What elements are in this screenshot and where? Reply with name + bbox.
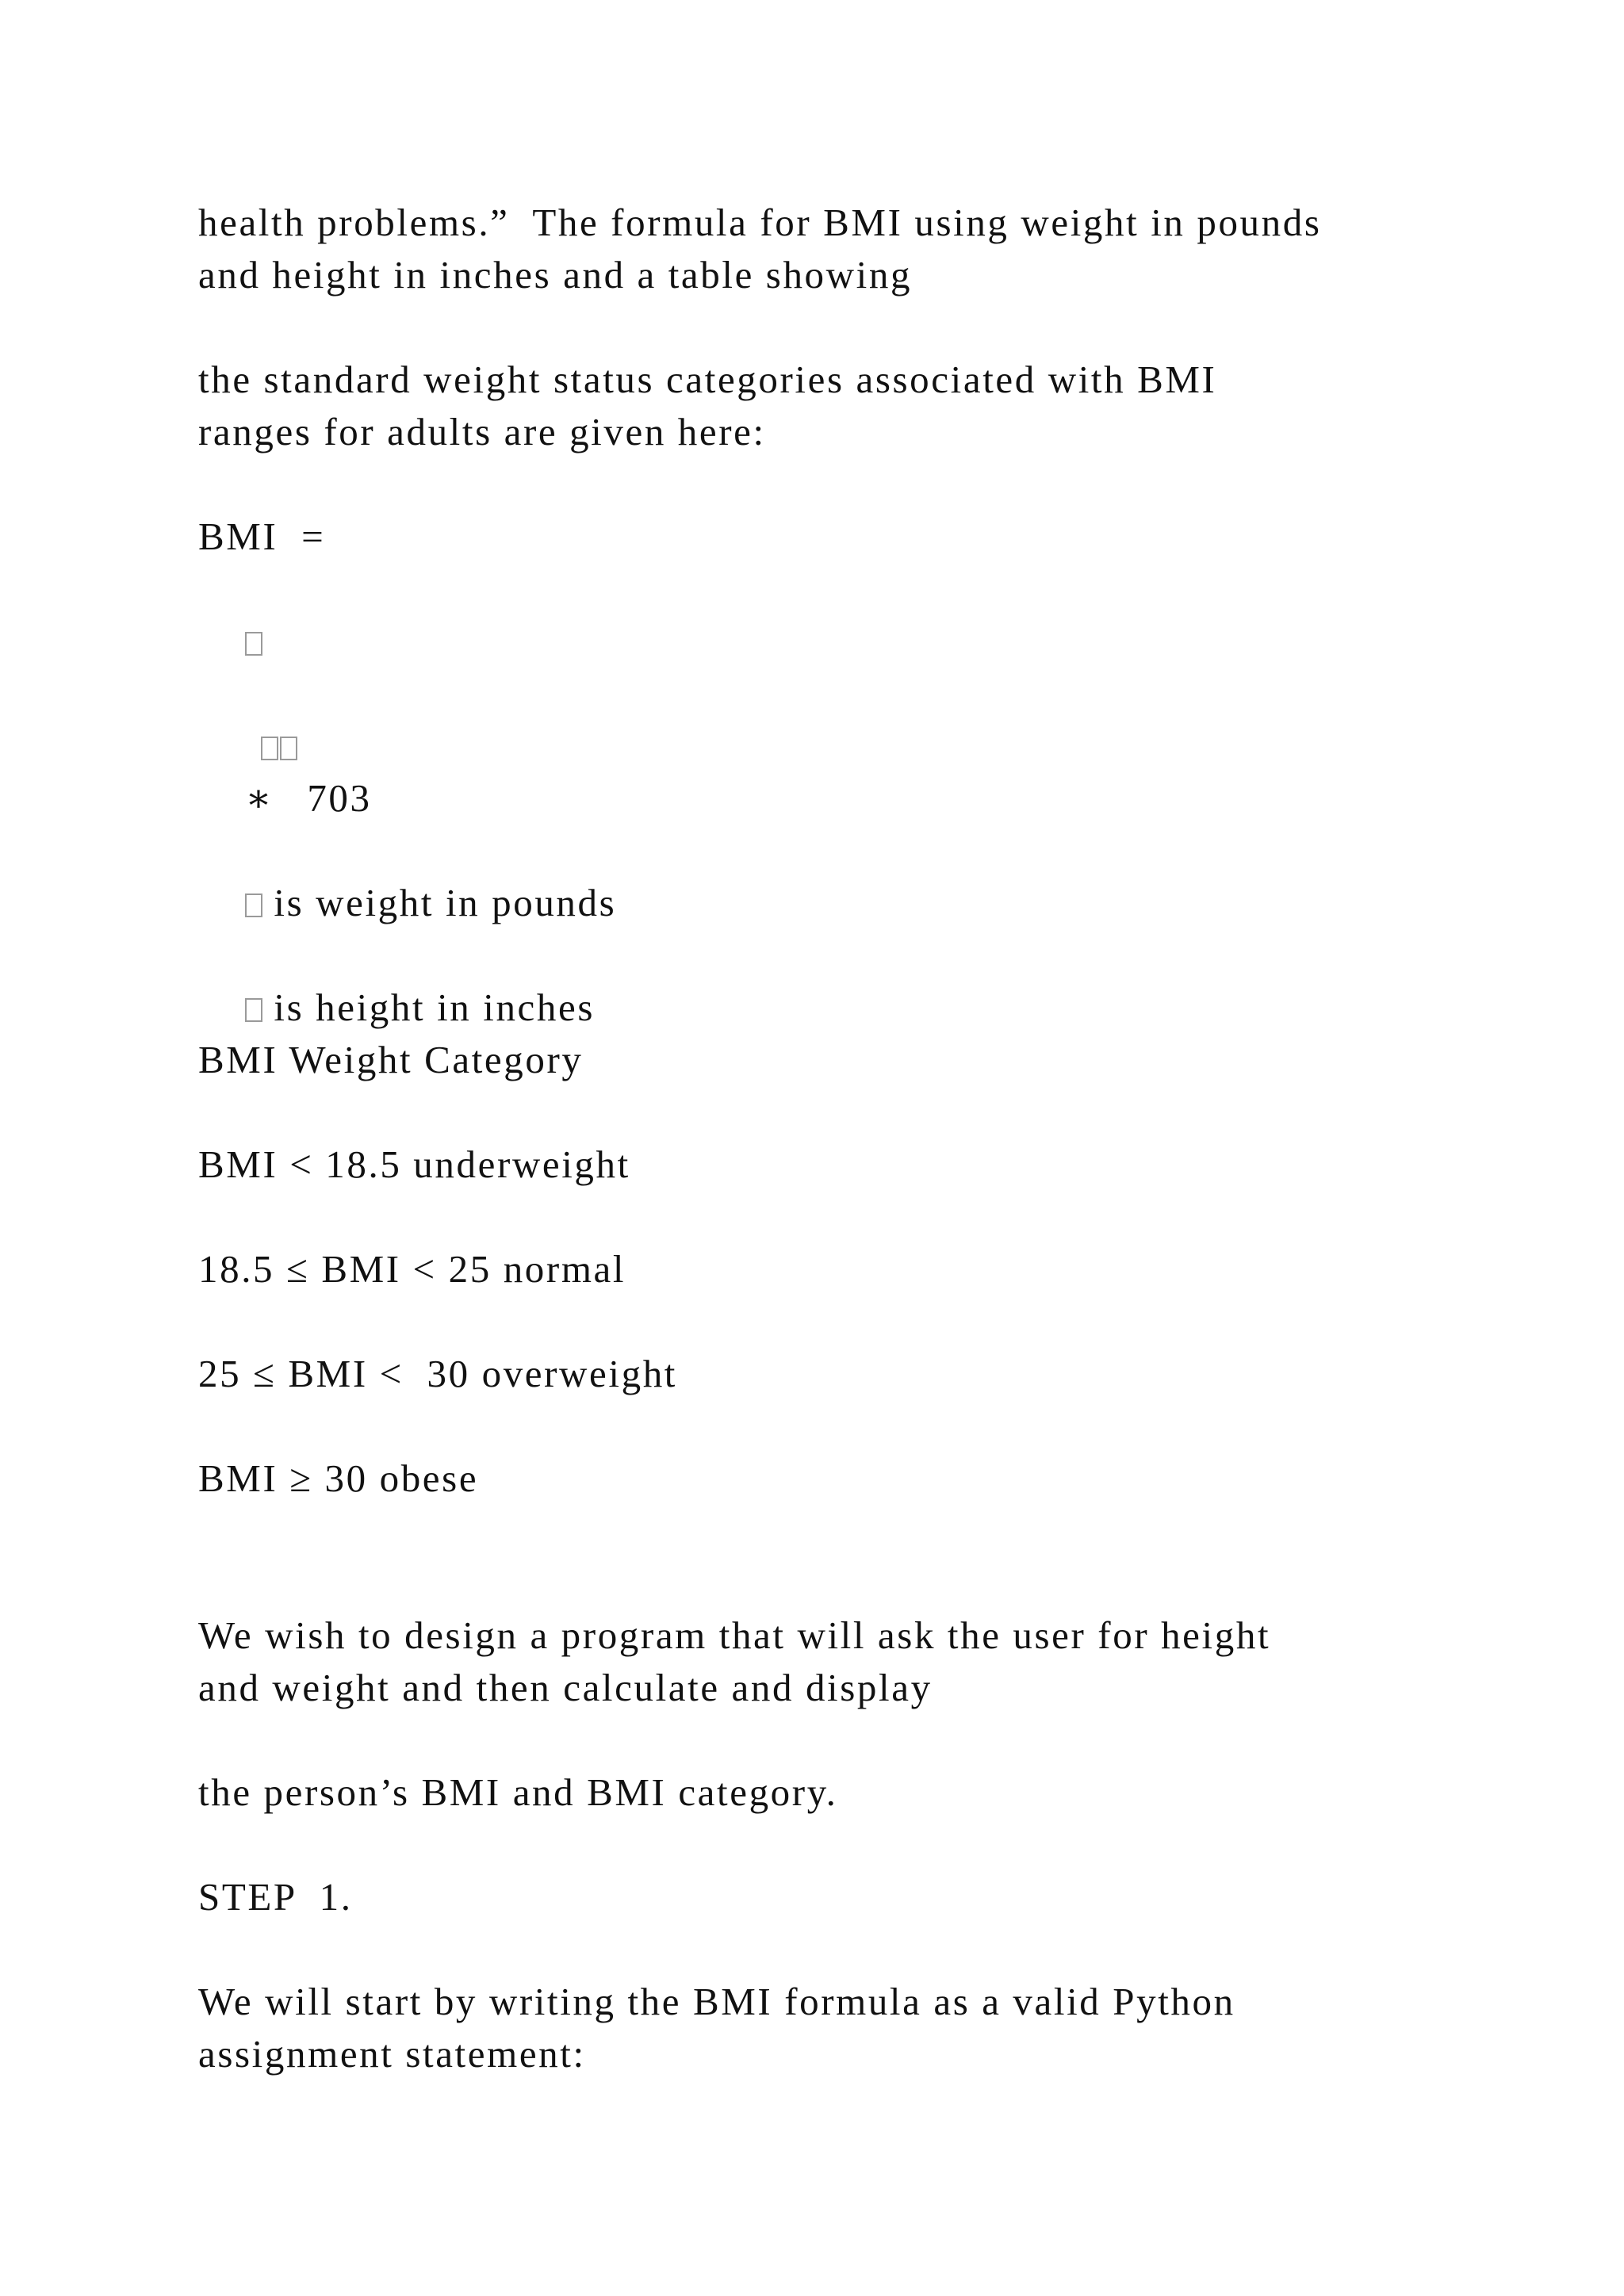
paragraph-line: the person’s BMI and BMI category. xyxy=(198,1770,838,1814)
paragraph-line: We wish to design a program that will ask the user for height xyxy=(198,1613,1271,1657)
variable-weight-text: is weight in pounds xyxy=(274,881,617,924)
paragraph-line: the standard weight status categories associated with BMI xyxy=(198,358,1217,401)
missing-glyph-icon xyxy=(245,998,262,1022)
formula-bmi-label: BMI = xyxy=(198,515,326,558)
variable-height-text: is height in inches xyxy=(274,985,596,1029)
paragraph-line: and height in inches and a table showing xyxy=(198,253,913,297)
table-row: 25 ≤ BMI < 30 overweight xyxy=(198,1352,678,1395)
paragraph-line: and weight and then calculate and display xyxy=(198,1666,933,1709)
table-row: 18.5 ≤ BMI < 25 normal xyxy=(198,1247,626,1291)
paragraph-line: assignment statement: xyxy=(198,2032,586,2076)
paragraph-line: health problems.” The formula for BMI using weight in pounds xyxy=(198,201,1322,244)
missing-glyph-icon xyxy=(245,894,262,917)
paragraph-line: We will start by writing the BMI formula as a valid Python xyxy=(198,1980,1235,2023)
paragraph-line: ranges for adults are given here: xyxy=(198,410,766,453)
table-row: BMI < 18.5 underweight xyxy=(198,1142,630,1186)
table-row: BMI ≥ 30 obese xyxy=(198,1456,479,1500)
multiplier-value: 703 xyxy=(307,776,372,820)
missing-glyph-icon xyxy=(245,632,262,656)
step-heading: STEP 1. xyxy=(198,1875,353,1919)
multiply-symbol: ∗ xyxy=(245,776,274,820)
table-header: BMI Weight Category xyxy=(198,1038,584,1081)
